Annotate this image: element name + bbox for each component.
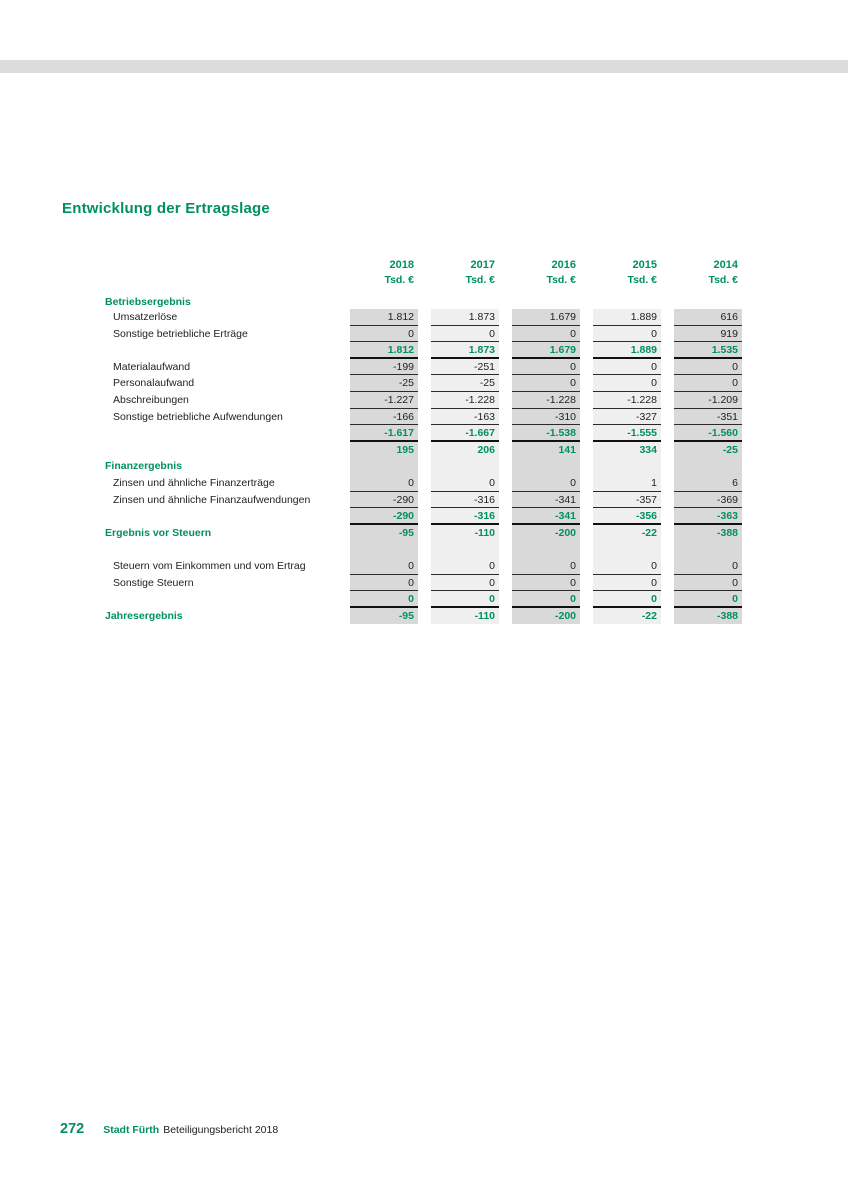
row-label (105, 442, 337, 459)
value-cell: 1.535 (674, 342, 742, 359)
value-cell (674, 294, 742, 309)
table-row (105, 608, 742, 625)
value-cell: 1.873 (431, 309, 499, 326)
value-cell: 0 (674, 375, 742, 392)
value-cell: 0 (350, 326, 418, 343)
value-cell (350, 458, 418, 475)
table-row (105, 541, 742, 558)
table-row (105, 375, 742, 392)
value-cell: 0 (593, 558, 661, 575)
table-row (105, 294, 742, 309)
row-label: Sonstige betriebliche Erträge (113, 327, 248, 340)
year-header: 2017 (470, 259, 495, 271)
value-cell: -166 (350, 409, 418, 426)
value-cell: 0 (350, 475, 418, 492)
year-header: 2015 (632, 259, 657, 271)
value-cell: -163 (431, 409, 499, 426)
value-cell: -200 (512, 525, 580, 542)
table-row (105, 458, 742, 475)
value-cell: 1.889 (593, 309, 661, 326)
value-cell: 0 (431, 591, 499, 608)
value-cell (431, 541, 499, 558)
value-cell: 0 (674, 359, 742, 376)
value-cell: -363 (674, 508, 742, 525)
value-cell (512, 294, 580, 309)
row-label: Finanzergebnis (105, 460, 183, 473)
value-cell: 0 (431, 558, 499, 575)
value-cell: 1.679 (512, 342, 580, 359)
value-cell: 1.812 (350, 342, 418, 359)
value-cell: -357 (593, 492, 661, 509)
value-cell: 0 (431, 475, 499, 492)
row-label: Ergebnis vor Steuern (105, 526, 212, 539)
value-cell: 0 (512, 359, 580, 376)
value-cell: 0 (512, 575, 580, 592)
year-header: 2016 (551, 259, 576, 271)
row-label: Abschreibungen (113, 393, 189, 406)
unit-header-row (105, 273, 742, 288)
value-cell: -290 (350, 508, 418, 525)
value-cell: -22 (593, 608, 661, 625)
row-label: Betriebsergebnis (105, 296, 191, 308)
value-cell: -388 (674, 608, 742, 625)
row-label: Umsatzerlöse (113, 311, 178, 323)
value-cell: 0 (674, 575, 742, 592)
value-cell (512, 541, 580, 558)
value-cell: -356 (593, 508, 661, 525)
year-header: 2018 (389, 259, 414, 271)
value-cell (350, 294, 418, 309)
value-cell: 334 (593, 442, 661, 459)
value-cell: -341 (512, 508, 580, 525)
value-cell: -25 (350, 375, 418, 392)
year-header: 2014 (713, 259, 738, 271)
value-cell (593, 294, 661, 309)
table-row (105, 425, 742, 442)
value-cell (674, 541, 742, 558)
header-spacer (105, 257, 337, 273)
value-cell: -310 (512, 409, 580, 426)
unit-header: Tsd. € (708, 274, 738, 286)
row-label (105, 541, 337, 558)
value-cell: -25 (674, 442, 742, 459)
value-cell: 0 (593, 575, 661, 592)
year-header-row (105, 257, 742, 273)
value-cell: 0 (512, 375, 580, 392)
value-cell: 1.812 (350, 309, 418, 326)
table-body (105, 294, 742, 624)
table-row (105, 558, 742, 575)
value-cell: -1.228 (593, 392, 661, 409)
table-row (105, 492, 742, 509)
value-cell: 616 (674, 309, 742, 326)
unit-header: Tsd. € (627, 274, 657, 286)
value-cell: 1.889 (593, 342, 661, 359)
unit-header: Tsd. € (384, 274, 414, 286)
row-label: Materialaufwand (113, 360, 191, 373)
value-cell: 0 (674, 591, 742, 608)
value-cell: -95 (350, 525, 418, 542)
value-cell: -25 (431, 375, 499, 392)
row-label: Jahresergebnis (105, 609, 183, 622)
row-label: Sonstige Steuern (113, 576, 194, 589)
page-number: 272 (60, 1121, 85, 1137)
table-row (105, 342, 742, 359)
table-row (105, 392, 742, 409)
row-label: Zinsen und ähnliche Finanzerträge (113, 476, 275, 489)
value-cell: -316 (431, 492, 499, 509)
table-row (105, 525, 742, 542)
value-cell (431, 294, 499, 309)
table-row (105, 309, 742, 326)
table-row (105, 591, 742, 608)
value-cell: -1.560 (674, 425, 742, 442)
footer-report-title: Beteiligungsbericht 2018 (163, 1124, 279, 1136)
unit-header: Tsd. € (546, 274, 576, 286)
value-cell: -1.538 (512, 425, 580, 442)
header-spacer (105, 273, 337, 288)
footer (60, 1121, 278, 1137)
value-cell: -22 (593, 525, 661, 542)
value-cell: 141 (512, 442, 580, 459)
value-cell: 195 (350, 442, 418, 459)
value-cell: -110 (431, 525, 499, 542)
value-cell: -251 (431, 359, 499, 376)
value-cell: 0 (431, 575, 499, 592)
row-label (105, 425, 337, 442)
value-cell (512, 458, 580, 475)
value-cell: 0 (674, 558, 742, 575)
value-cell: 0 (512, 475, 580, 492)
value-cell: -1.667 (431, 425, 499, 442)
value-cell: -1.228 (431, 392, 499, 409)
value-cell (593, 541, 661, 558)
footer-publisher: Stadt Fürth (103, 1124, 160, 1136)
page-title: Entwicklung der Ertragslage (62, 200, 270, 217)
value-cell (431, 458, 499, 475)
table-row (105, 508, 742, 525)
row-label: Personalaufwand (113, 377, 195, 390)
value-cell: -199 (350, 359, 418, 376)
value-cell: 0 (593, 326, 661, 343)
value-cell (350, 541, 418, 558)
value-cell: 0 (512, 591, 580, 608)
value-cell: 0 (593, 591, 661, 608)
footer-text (103, 1124, 278, 1136)
value-cell: -369 (674, 492, 742, 509)
row-label: Steuern vom Einkommen und vom Ertrag (113, 559, 306, 572)
value-cell: -1.228 (512, 392, 580, 409)
value-cell: 6 (674, 475, 742, 492)
row-label: Sonstige betriebliche Aufwendungen (113, 410, 283, 423)
top-divider-bar (0, 60, 848, 73)
table-row (105, 575, 742, 592)
value-cell (674, 458, 742, 475)
table-row (105, 326, 742, 343)
row-label: Zinsen und ähnliche Finanzaufwendungen (113, 493, 311, 506)
value-cell: 0 (431, 326, 499, 343)
value-cell: -1.555 (593, 425, 661, 442)
row-label (105, 591, 337, 608)
value-cell: 0 (593, 375, 661, 392)
value-cell: 0 (350, 591, 418, 608)
value-cell: 1.679 (512, 309, 580, 326)
value-cell: -95 (350, 608, 418, 625)
value-cell: -316 (431, 508, 499, 525)
table-row (105, 442, 742, 459)
table-row (105, 359, 742, 376)
value-cell: -1.209 (674, 392, 742, 409)
row-label (105, 342, 337, 359)
earnings-table (105, 257, 742, 624)
value-cell: 0 (350, 558, 418, 575)
value-cell: -1.227 (350, 392, 418, 409)
value-cell: -1.617 (350, 425, 418, 442)
value-cell: -341 (512, 492, 580, 509)
value-cell: -327 (593, 409, 661, 426)
row-label (105, 508, 337, 525)
unit-header: Tsd. € (465, 274, 495, 286)
value-cell: -110 (431, 608, 499, 625)
value-cell: -200 (512, 608, 580, 625)
value-cell: 1.873 (431, 342, 499, 359)
value-cell: -388 (674, 525, 742, 542)
value-cell: 919 (674, 326, 742, 343)
value-cell: 0 (512, 326, 580, 343)
table-header (105, 257, 742, 288)
value-cell: 0 (512, 558, 580, 575)
table-row (105, 475, 742, 492)
value-cell: -290 (350, 492, 418, 509)
value-cell: -351 (674, 409, 742, 426)
value-cell: 0 (350, 575, 418, 592)
value-cell: 1 (593, 475, 661, 492)
value-cell: 206 (431, 442, 499, 459)
table-row (105, 409, 742, 426)
value-cell: 0 (593, 359, 661, 376)
value-cell (593, 458, 661, 475)
